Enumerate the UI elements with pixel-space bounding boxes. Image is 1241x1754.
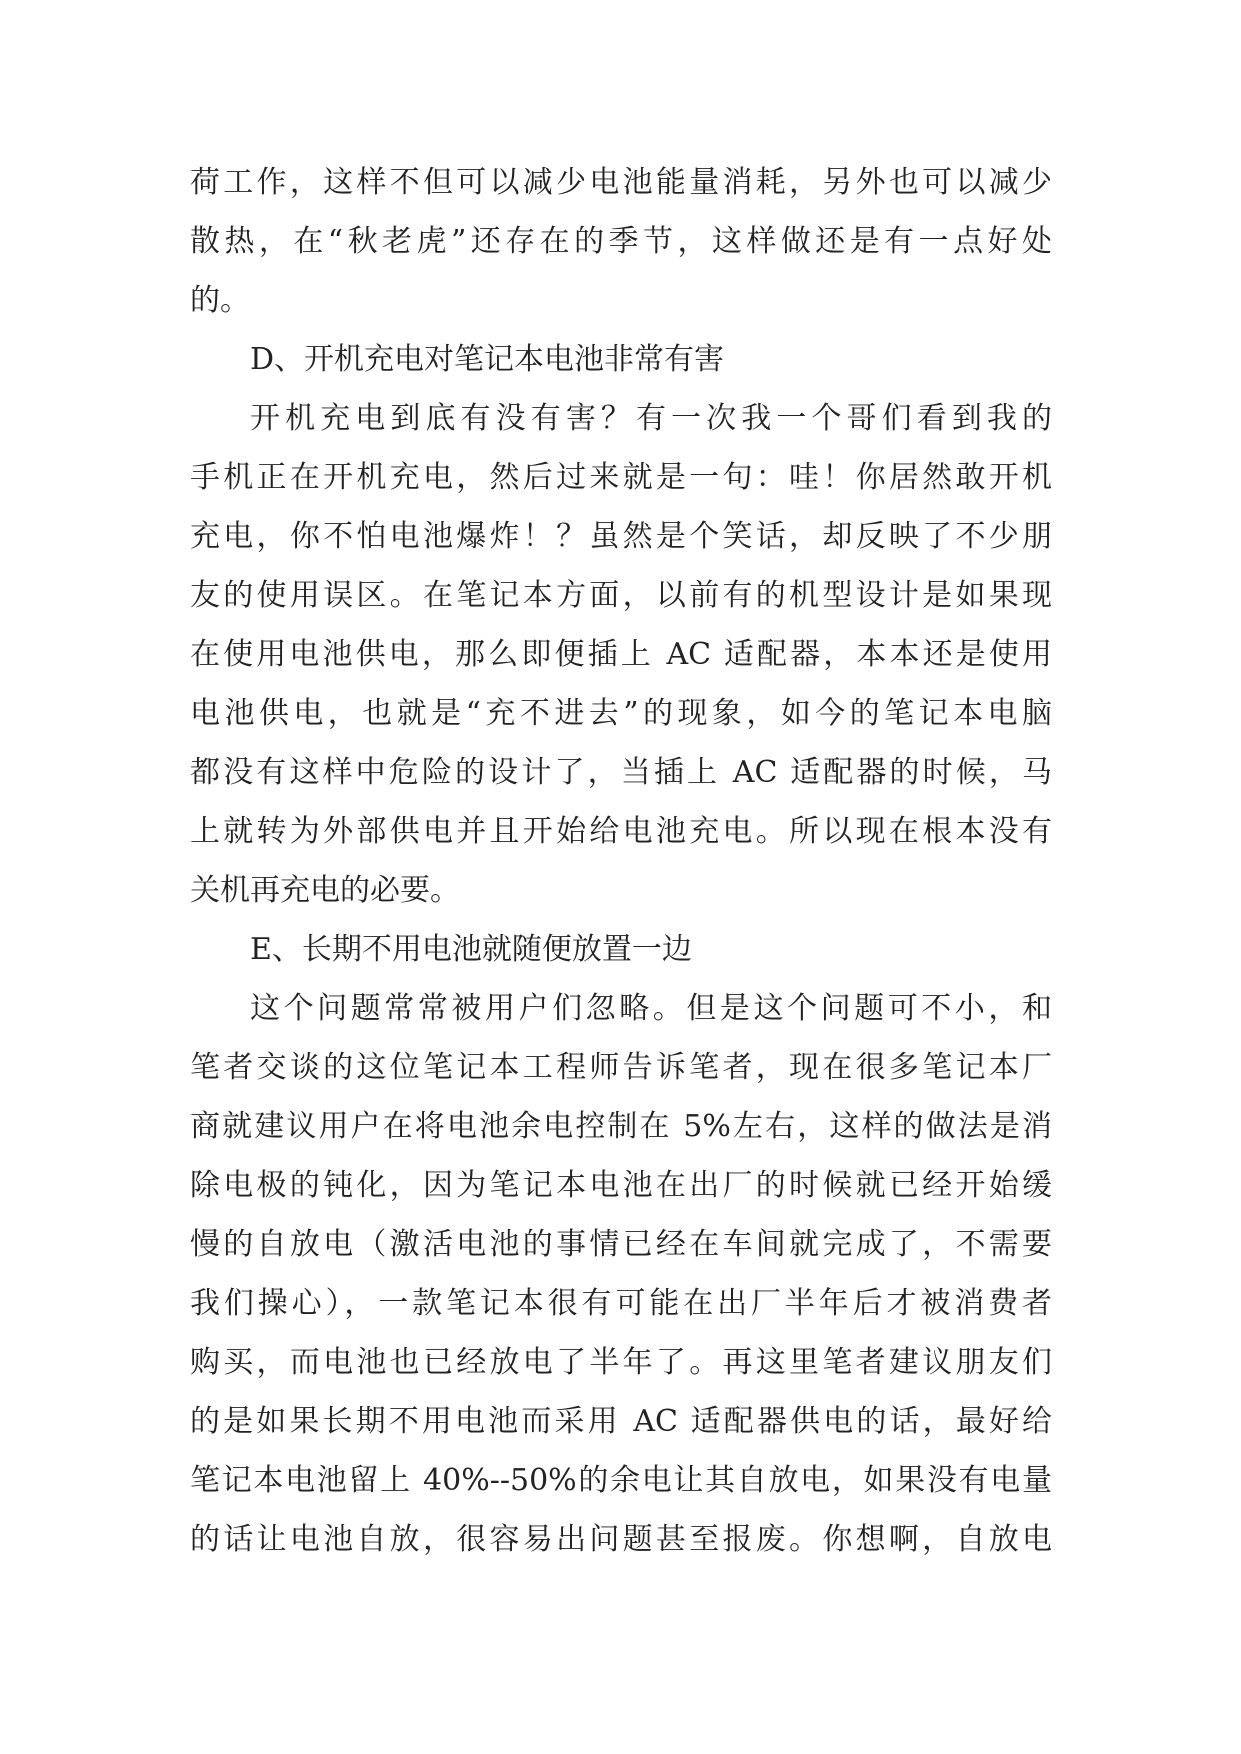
- paragraph-line: 商就建议用户在将电池余电控制在 5%左右，这样的做法是消: [190, 1109, 1052, 1144]
- paragraph-line: 除电极的钝化，因为笔记本电池在出厂的时候就已经开始缓: [190, 1168, 1052, 1203]
- section-heading-d: D、开机充电对笔记本电池非常有害: [250, 342, 725, 377]
- paragraph-line: 关机再充电的必要。: [190, 873, 460, 908]
- paragraph-line: 购买，而电池也已经放电了半年了。再这里笔者建议朋友们: [190, 1345, 1052, 1380]
- paragraph-line: 在使用电池供电，那么即便插上 AC 适配器，本本还是使用: [190, 637, 1052, 672]
- paragraph-line: 散热，在“秋老虎”还存在的季节，这样做还是有一点好处: [190, 224, 1052, 259]
- paragraph-line: 的。: [190, 283, 250, 318]
- paragraph-line: 手机正在开机充电，然后过来就是一句：哇！你居然敢开机: [190, 460, 1052, 495]
- paragraph-line: 的是如果长期不用电池而采用 AC 适配器供电的话，最好给: [190, 1404, 1052, 1439]
- paragraph-line: 慢的自放电（激活电池的事情已经在车间就完成了，不需要: [190, 1227, 1052, 1262]
- section-heading-e: E、长期不用电池就随便放置一边: [250, 932, 692, 967]
- paragraph-line: 电池供电，也就是“充不进去”的现象，如今的笔记本电脑: [190, 696, 1052, 731]
- paragraph-line: 这个问题常常被用户们忽略。但是这个问题可不小，和: [250, 991, 1052, 1026]
- paragraph-line: 笔者交谈的这位笔记本工程师告诉笔者，现在很多笔记本厂: [190, 1050, 1052, 1085]
- paragraph-line: 我们操心），一款笔记本很有可能在出厂半年后才被消费者: [190, 1286, 1052, 1321]
- paragraph-line: 荷工作，这样不但可以减少电池能量消耗，另外也可以减少: [190, 165, 1052, 200]
- paragraph-line: 上就转为外部供电并且开始给电池充电。所以现在根本没有: [190, 814, 1052, 849]
- paragraph-line: 友的使用误区。在笔记本方面，以前有的机型设计是如果现: [190, 578, 1052, 613]
- paragraph-line: 开机充电到底有没有害？有一次我一个哥们看到我的: [250, 401, 1052, 436]
- paragraph-line: 充电，你不怕电池爆炸！？虽然是个笑话，却反映了不少朋: [190, 519, 1052, 554]
- document-body: [190, 153, 1052, 1569]
- paragraph-line: 的话让电池自放，很容易出问题甚至报废。你想啊，自放电: [190, 1522, 1052, 1557]
- paragraph-line: 笔记本电池留上 40%--50%的余电让其自放电，如果没有电量: [190, 1463, 1052, 1498]
- paragraph-line: 都没有这样中危险的设计了，当插上 AC 适配器的时候，马: [190, 755, 1052, 790]
